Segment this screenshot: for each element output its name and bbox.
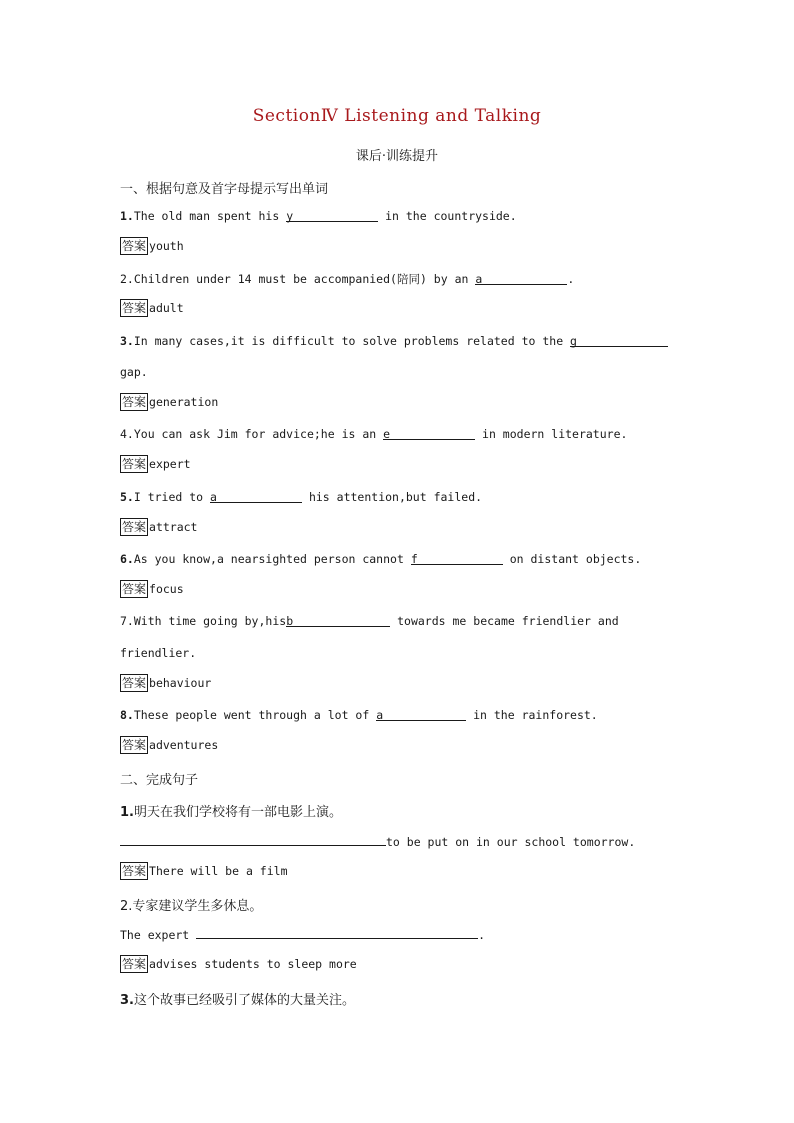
answer-6: 答案 focus [122,582,184,596]
answer-badge: 答案 [122,520,147,534]
question-5: 5.I tried to a his attention,but failed. [120,490,483,504]
part1-heading: 一、根据句意及首字母提示写出单词 [120,182,329,197]
sentence-3-prompt: 3.这个故事已经吸引了媒体的大量关注。 [120,993,355,1008]
answer-blank: y [286,209,378,222]
answer-blank: f [411,552,503,565]
sentence-1: to be put on in our school tomorrow. [120,833,635,849]
sentence-1-answer: 答案 There will be a film [122,864,288,878]
answer-2: 答案 adult [122,301,184,315]
answer-8: 答案 adventures [122,738,219,752]
answer-blank: g [570,334,668,347]
answer-blank [196,926,478,939]
sentence-2: The expert . [120,928,486,942]
answer-badge: 答案 [122,395,147,409]
answer-7: 答案 behaviour [122,676,212,690]
answer-blank: a [376,708,466,721]
question-7: 7.With time going by,hisb towards me became friendlier and [120,614,619,628]
answer-blank: a [210,490,302,503]
answer-badge: 答案 [122,582,147,596]
section-subtitle: 课后·训练提升 [355,149,439,164]
part2-heading: 二、完成句子 [120,773,199,788]
answer-blank [120,833,386,846]
question-4: 4.You can ask Jim for advice;he is an e in modern literature. [120,427,628,441]
answer-badge: 答案 [122,957,147,971]
answer-badge: 答案 [122,301,147,315]
answer-3: 答案 generation [122,395,219,409]
question-1: 1.The old man spent his y in the countryside. [120,209,517,223]
question-3: 3.In many cases,it is difficult to solve problems related to the g [120,334,668,348]
answer-badge: 答案 [122,676,147,690]
answer-5: 答案 attract [122,520,198,534]
answer-1: 答案 youth [122,239,184,253]
answer-badge: 答案 [122,864,147,878]
answer-blank: e [383,427,475,440]
sentence-1-prompt: 1.明天在我们学校将有一部电影上演。 [120,805,342,820]
section-title: SectionⅣ Listening and Talking [252,106,542,126]
answer-badge: 答案 [122,457,147,471]
question-7-continued: friendlier. [120,646,197,660]
answer-blank: a [475,272,567,285]
answer-blank: b [286,614,390,627]
sentence-2-answer: 答案 advises students to sleep more [122,957,357,971]
question-2: 2.Children under 14 must be accompanied(陪同) by an a . [120,272,575,286]
question-6: 6.As you know,a nearsighted person cannot f on distant objects. [120,552,642,566]
question-3-continued: gap. [120,365,148,379]
answer-4: 答案 expert [122,457,191,471]
answer-badge: 答案 [122,738,147,752]
sentence-2-prompt: 2.专家建议学生多休息。 [120,899,263,914]
question-8: 8.These people went through a lot of a in the rainforest. [120,708,598,722]
answer-badge: 答案 [122,239,147,253]
